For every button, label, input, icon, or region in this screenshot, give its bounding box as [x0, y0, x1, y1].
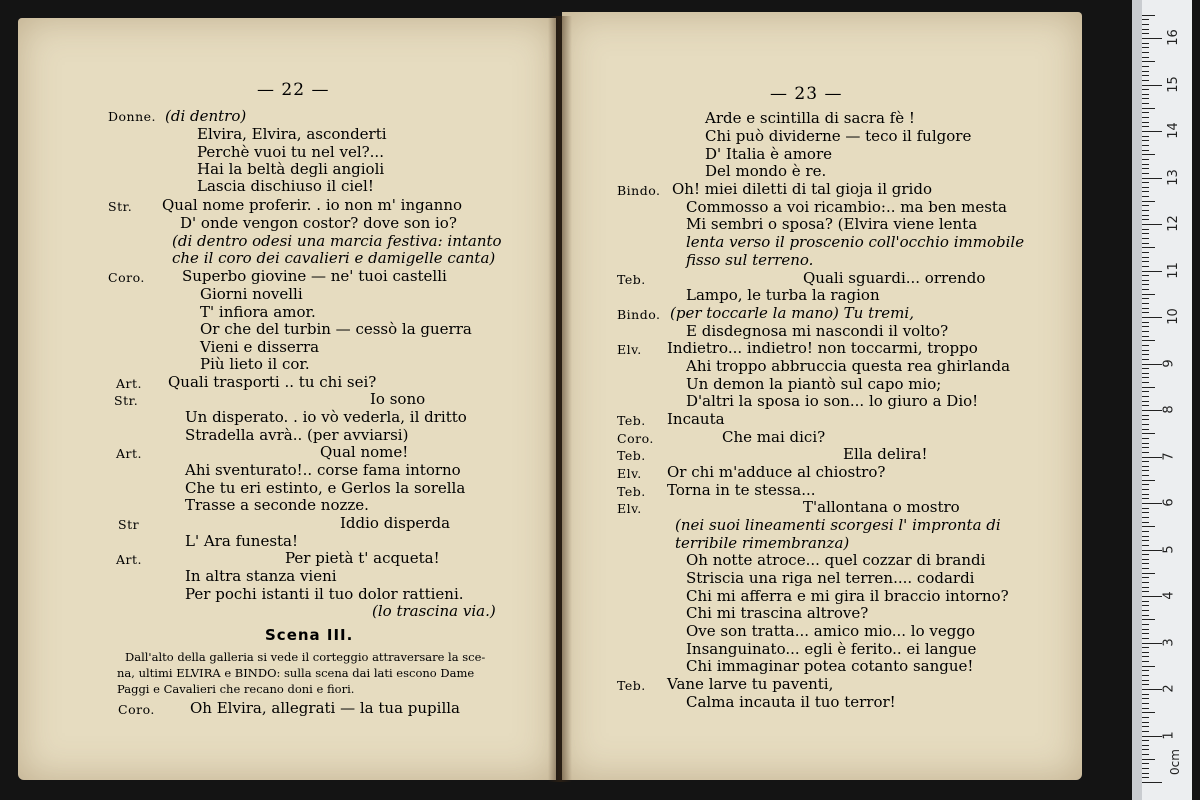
ruler-tick [1142, 480, 1155, 481]
ruler-tick [1142, 773, 1149, 774]
ruler-tick [1142, 629, 1149, 630]
text-line: Ahi troppo abbruccia questa rea ghirlanda [686, 357, 1011, 375]
ruler-number: 6 [1161, 498, 1177, 507]
ruler-tick [1142, 531, 1149, 532]
ruler-tick [1142, 689, 1162, 690]
ruler-tick [1142, 550, 1162, 551]
ruler-tick [1142, 768, 1149, 769]
ruler-tick [1142, 112, 1149, 113]
text-line: Giorni novelli [200, 285, 303, 303]
ruler-tick [1142, 438, 1149, 439]
text-line: Per pochi istanti il tuo dolor rattieni. [185, 585, 464, 603]
ruler-tick [1142, 717, 1149, 718]
ruler-tick [1142, 619, 1155, 620]
text-line: (per toccarle la mano) Tu tremi, [670, 304, 914, 322]
text-line: Or che del turbin — cessò la guerra [200, 320, 472, 338]
ruler-tick [1142, 75, 1149, 76]
stage-direction: fisso sul terreno. [686, 251, 814, 269]
ruler-tick [1142, 29, 1149, 30]
ruler-tick [1142, 763, 1149, 764]
stage-direction: (di dentro odesi una marcia festiva: intanto [172, 232, 502, 250]
speaker: Teb. [617, 678, 646, 693]
text-line: Hai la beltà degli angioli [197, 160, 385, 178]
ruler-tick [1142, 150, 1149, 151]
ruler-tick [1142, 670, 1149, 671]
ruler-tick [1142, 633, 1149, 634]
text-line: Che mai dici? [722, 428, 826, 446]
ruler-tick [1142, 224, 1162, 225]
ruler-tick [1142, 80, 1149, 81]
text-line: Lampo, le turba la ragion [686, 286, 880, 304]
ruler-tick [1142, 24, 1149, 25]
ruler-tick [1142, 396, 1149, 397]
speaker: Elv. [617, 466, 642, 481]
ruler-tick [1142, 71, 1149, 72]
ruler-number: 1 [1161, 730, 1177, 740]
scene-title: Scena III. [265, 626, 354, 644]
text-line: Che tu eri estinto, e Gerlos la sorella [185, 479, 466, 497]
text-line: D' Italia è amore [705, 145, 833, 163]
speaker: Bindo. [617, 307, 661, 322]
ruler-number: 3 [1161, 637, 1177, 647]
speaker: Teb. [617, 448, 646, 463]
ruler-tick [1142, 749, 1149, 750]
ruler-edge [1132, 0, 1142, 800]
text-line: Mi sembri o sposa? (Elvira viene lenta [686, 215, 978, 233]
ruler-number: 16 [1165, 29, 1181, 46]
ruler-tick [1142, 331, 1149, 332]
ruler-tick [1142, 322, 1149, 323]
ruler-tick [1142, 303, 1149, 304]
ruler-number: 11 [1165, 261, 1181, 279]
ruler-tick [1142, 271, 1162, 272]
ruler-tick [1142, 698, 1149, 699]
ruler-tick [1142, 373, 1149, 374]
ruler-tick [1142, 298, 1149, 299]
measuring-ruler [1132, 0, 1192, 800]
ruler-tick [1142, 777, 1149, 778]
ruler-tick [1142, 85, 1162, 86]
ruler-tick [1142, 415, 1149, 416]
text-line: Ella delira! [843, 445, 928, 463]
stage-direction: (lo trascina via.) [372, 602, 496, 620]
ruler-tick [1142, 526, 1155, 527]
ruler-tick [1142, 215, 1149, 216]
ruler-number: 13 [1165, 168, 1181, 186]
ruler-tick [1142, 359, 1149, 360]
text-line: Perchè vuoi tu nel vel?... [197, 143, 384, 161]
text-line: Chi mi afferra e mi gira il braccio intorno? [686, 587, 1009, 605]
text-line: Oh! miei diletti di tal gioja il grido [672, 180, 932, 198]
ruler-tick [1142, 731, 1149, 732]
ruler-tick [1142, 364, 1162, 365]
text-line: Quali sguardi... orrendo [803, 269, 986, 287]
ruler-tick [1142, 712, 1155, 713]
ruler-tick [1142, 680, 1149, 681]
stage-direction: na, ultimi ELVIRA e BINDO: sulla scena dai lati escono Dame [117, 666, 475, 680]
speaker: Str. [108, 199, 133, 214]
speaker: Art. [116, 376, 142, 391]
text-line: Or chi m'adduce al chiostro? [667, 463, 886, 481]
ruler-tick [1142, 736, 1162, 737]
ruler-tick [1142, 191, 1149, 192]
ruler-tick [1142, 103, 1149, 104]
text-line: Vane larve tu paventi, [667, 675, 834, 693]
text-line: Del mondo è re. [705, 162, 827, 180]
speaker: Teb. [617, 272, 646, 287]
ruler-number: 14 [1165, 122, 1181, 139]
ruler-tick [1142, 591, 1149, 592]
speaker: Art. [116, 446, 142, 461]
ruler-tick [1142, 47, 1149, 48]
ruler-tick [1142, 391, 1149, 392]
ruler-tick [1142, 489, 1149, 490]
ruler-tick [1142, 522, 1149, 523]
ruler-tick [1142, 38, 1162, 39]
ruler-number: 5 [1161, 544, 1177, 554]
right-page-number: — 23 — [770, 84, 843, 104]
text-line: Iddio disperda [340, 514, 451, 532]
ruler-tick [1142, 178, 1162, 179]
speaker: Teb. [617, 413, 646, 428]
text-line: D'altri la sposa io son... lo giuro a Dio! [686, 392, 979, 410]
ruler-tick [1142, 726, 1149, 727]
ruler-tick [1142, 754, 1149, 755]
ruler-tick [1142, 219, 1149, 220]
ruler-tick [1142, 187, 1149, 188]
stage-direction: lenta verso il proscenio coll'occhio immobile [686, 233, 1025, 251]
ruler-tick [1142, 229, 1149, 230]
text-line: Per pietà t' acqueta! [285, 549, 440, 567]
ruler-tick [1142, 582, 1149, 583]
ruler-tick [1142, 280, 1149, 281]
ruler-tick [1142, 615, 1149, 616]
ruler-tick [1142, 457, 1162, 458]
ruler-tick [1142, 326, 1149, 327]
ruler-number: 9 [1161, 358, 1177, 368]
ruler-tick [1142, 494, 1149, 495]
speaker: Elv. [617, 501, 642, 516]
ruler-tick [1142, 577, 1149, 578]
ruler-tick [1142, 275, 1149, 276]
ruler-tick [1142, 782, 1162, 783]
ruler-tick [1142, 252, 1149, 253]
ruler-tick [1142, 205, 1149, 206]
text-line: Vieni e disserra [200, 338, 320, 356]
ruler-tick [1142, 410, 1162, 411]
ruler-tick [1142, 159, 1149, 160]
ruler-tick [1142, 601, 1149, 602]
ruler-tick [1142, 19, 1149, 20]
ruler-unit: 0cm [1167, 749, 1182, 775]
speaker: Coro. [118, 702, 155, 717]
text-line: In altra stanza vieni [185, 567, 337, 585]
ruler-tick [1142, 656, 1149, 657]
ruler-tick [1142, 652, 1149, 653]
ruler-tick [1142, 61, 1155, 62]
ruler-tick [1142, 182, 1149, 183]
ruler-tick [1142, 503, 1162, 504]
ruler-number: 7 [1161, 451, 1177, 461]
ruler-tick [1142, 624, 1149, 625]
ruler-tick [1142, 131, 1162, 132]
ruler-tick [1142, 405, 1149, 406]
stage-direction: terribile rimembranza) [675, 534, 850, 552]
text-line: Indietro... indietro! non toccarmi, troppo [667, 339, 978, 357]
text-line: Più lieto il cor. [200, 355, 310, 373]
text-line: Calma incauta il tuo terror! [686, 693, 896, 711]
ruler-tick [1142, 563, 1149, 564]
ruler-tick [1142, 419, 1149, 420]
ruler-tick [1142, 387, 1155, 388]
ruler-tick [1142, 201, 1155, 202]
text-line: Lascia dischiuso il ciel! [197, 177, 374, 195]
ruler-tick [1142, 443, 1149, 444]
ruler-tick [1142, 308, 1149, 309]
ruler-tick [1142, 605, 1149, 606]
text-line: Incauta [667, 410, 725, 428]
ruler-tick [1142, 312, 1149, 313]
ruler-tick [1142, 545, 1149, 546]
ruler-number: 8 [1161, 405, 1177, 414]
speaker: Str. [114, 393, 139, 408]
text-line: Un demon la piantò sul capo mio; [686, 375, 942, 393]
text-line: Arde e scintilla di sacra fè ! [705, 109, 915, 127]
ruler-tick [1142, 238, 1149, 239]
ruler-tick [1142, 666, 1155, 667]
ruler-tick [1142, 484, 1149, 485]
ruler-tick [1142, 43, 1149, 44]
ruler-tick [1142, 559, 1149, 560]
ruler-number: 12 [1165, 215, 1181, 232]
ruler-tick [1142, 140, 1149, 141]
text-line: Oh notte atroce... quel cozzar di brandi [686, 551, 986, 569]
ruler-tick [1142, 168, 1149, 169]
ruler-tick [1142, 740, 1149, 741]
ruler-tick [1142, 173, 1149, 174]
text-line: Trasse a seconde nozze. [185, 496, 369, 514]
ruler-tick [1142, 94, 1149, 95]
ruler-tick [1142, 517, 1149, 518]
ruler-tick [1142, 382, 1149, 383]
ruler-tick [1142, 52, 1149, 53]
ruler-tick [1142, 587, 1149, 588]
text-line: D' onde vengon costor? dove son io? [180, 214, 457, 232]
text-line: Insanguinato... egli è ferito.. ei langue [686, 640, 977, 658]
stage-direction: (nei suoi lineamenti scorgesi l' impronta di [675, 516, 1001, 534]
ruler-tick [1142, 675, 1149, 676]
speaker: Coro. [617, 431, 654, 446]
ruler-tick [1142, 708, 1149, 709]
ruler-tick [1142, 447, 1149, 448]
text-line: E disdegnosa mi nascondi il volto? [686, 322, 949, 340]
text-line: Io sono [370, 390, 426, 408]
ruler-tick [1142, 122, 1149, 123]
ruler-tick [1142, 57, 1149, 58]
ruler-tick [1142, 345, 1149, 346]
text-line: Superbo giovine — ne' tuoi castelli [182, 267, 447, 285]
text-line: (di dentro) [165, 107, 247, 125]
ruler-tick [1142, 233, 1149, 234]
text-line: Torna in te stessa... [667, 481, 816, 499]
ruler-tick [1142, 540, 1149, 541]
ruler-tick [1142, 317, 1162, 318]
speaker: Art. [116, 552, 142, 567]
ruler-tick [1142, 145, 1149, 146]
ruler-tick [1142, 33, 1149, 34]
text-line: Un disperato. . io vò vederla, il dritto [185, 408, 467, 426]
ruler-tick [1142, 108, 1155, 109]
text-line: Commosso a voi ricambio:.. ma ben mesta [686, 198, 1007, 216]
ruler-number: 4 [1161, 591, 1177, 600]
ruler-number: 2 [1161, 684, 1177, 693]
ruler-tick [1142, 745, 1149, 746]
ruler-tick [1142, 610, 1149, 611]
ruler-tick [1142, 512, 1149, 513]
ruler-tick [1142, 661, 1149, 662]
ruler-tick [1142, 336, 1149, 337]
ruler-tick [1142, 126, 1149, 127]
speaker: Bindo. [617, 183, 661, 198]
ruler-tick [1142, 136, 1149, 137]
text-line: T'allontana o mostro [803, 498, 960, 516]
ruler-tick [1142, 89, 1149, 90]
ruler-tick [1142, 684, 1149, 685]
ruler-tick [1142, 266, 1149, 267]
ruler-tick [1142, 508, 1149, 509]
stage-direction: Paggi e Cavalieri che recano doni e fiori. [117, 682, 355, 696]
text-line: Qual nome! [320, 443, 409, 461]
speaker: Str [118, 517, 140, 532]
stage-direction: che il coro dei cavalieri e damigelle canta) [172, 249, 496, 267]
text-line: Quali trasporti .. tu chi sei? [168, 373, 377, 391]
text-line: Chi mi trascina altrove? [686, 604, 869, 622]
text-line: Ahi sventurato!.. corse fama intorno [185, 461, 461, 479]
ruler-tick [1142, 694, 1149, 695]
ruler-tick [1142, 573, 1155, 574]
ruler-tick [1142, 377, 1149, 378]
ruler-tick [1142, 368, 1149, 369]
ruler-tick [1142, 164, 1149, 165]
ruler-tick [1142, 498, 1149, 499]
ruler-tick [1142, 243, 1149, 244]
ruler-number: 15 [1165, 75, 1181, 93]
ruler-tick [1142, 340, 1155, 341]
ruler-tick [1142, 536, 1149, 537]
ruler-tick [1142, 643, 1162, 644]
text-line: Striscia una riga nel terren.... codardi [686, 569, 975, 587]
ruler-tick [1142, 289, 1149, 290]
ruler-tick [1142, 759, 1155, 760]
ruler-tick [1142, 461, 1149, 462]
speaker: Donne. [108, 109, 157, 124]
ruler-tick [1142, 647, 1149, 648]
ruler-tick [1142, 284, 1149, 285]
ruler-tick [1142, 568, 1149, 569]
ruler-tick [1142, 466, 1149, 467]
ruler-tick [1142, 429, 1149, 430]
ruler-tick [1142, 424, 1149, 425]
text-line: Chi può dividerne — teco il fulgore [705, 127, 972, 145]
ruler-tick [1142, 350, 1149, 351]
ruler-tick [1142, 196, 1149, 197]
ruler-tick [1142, 703, 1149, 704]
ruler-tick [1142, 354, 1149, 355]
ruler-tick [1142, 294, 1155, 295]
ruler-tick [1142, 452, 1149, 453]
speaker: Elv. [617, 342, 642, 357]
ruler-tick [1142, 154, 1155, 155]
speaker: Teb. [617, 484, 646, 499]
text-line: L' Ara funesta! [185, 532, 299, 550]
left-page-number: — 22 — [257, 80, 330, 100]
ruler-tick [1142, 66, 1149, 67]
text-line: Ove son tratta... amico mio... lo veggo [686, 622, 975, 640]
ruler-tick [1142, 247, 1155, 248]
ruler-tick [1142, 554, 1149, 555]
book-gutter [548, 16, 572, 782]
ruler-tick [1142, 638, 1149, 639]
ruler-tick [1142, 433, 1155, 434]
ruler-tick [1142, 475, 1149, 476]
text-line: Chi immaginar potea cotanto sangue! [686, 657, 974, 675]
stage-direction: Dall'alto della galleria si vede il corteggio attraversare la sce- [125, 650, 486, 664]
text-line: Oh Elvira, allegrati — la tua pupilla [190, 699, 460, 717]
ruler-tick [1142, 401, 1149, 402]
ruler-tick [1142, 470, 1149, 471]
ruler-tick [1142, 261, 1149, 262]
ruler-tick [1142, 722, 1149, 723]
ruler-tick [1142, 15, 1155, 16]
text-line: Stradella avrà.. (per avviarsi) [185, 426, 409, 444]
text-line: Qual nome proferir. . io non m' inganno [162, 196, 463, 214]
ruler-number: 10 [1165, 308, 1181, 325]
text-line: Elvira, Elvira, asconderti [197, 125, 387, 143]
ruler-tick [1142, 98, 1149, 99]
ruler-tick [1142, 596, 1162, 597]
ruler-tick [1142, 210, 1149, 211]
text-line: T' infiora amor. [200, 303, 316, 321]
speaker: Coro. [108, 270, 145, 285]
ruler-tick [1142, 117, 1149, 118]
ruler-tick [1142, 257, 1149, 258]
